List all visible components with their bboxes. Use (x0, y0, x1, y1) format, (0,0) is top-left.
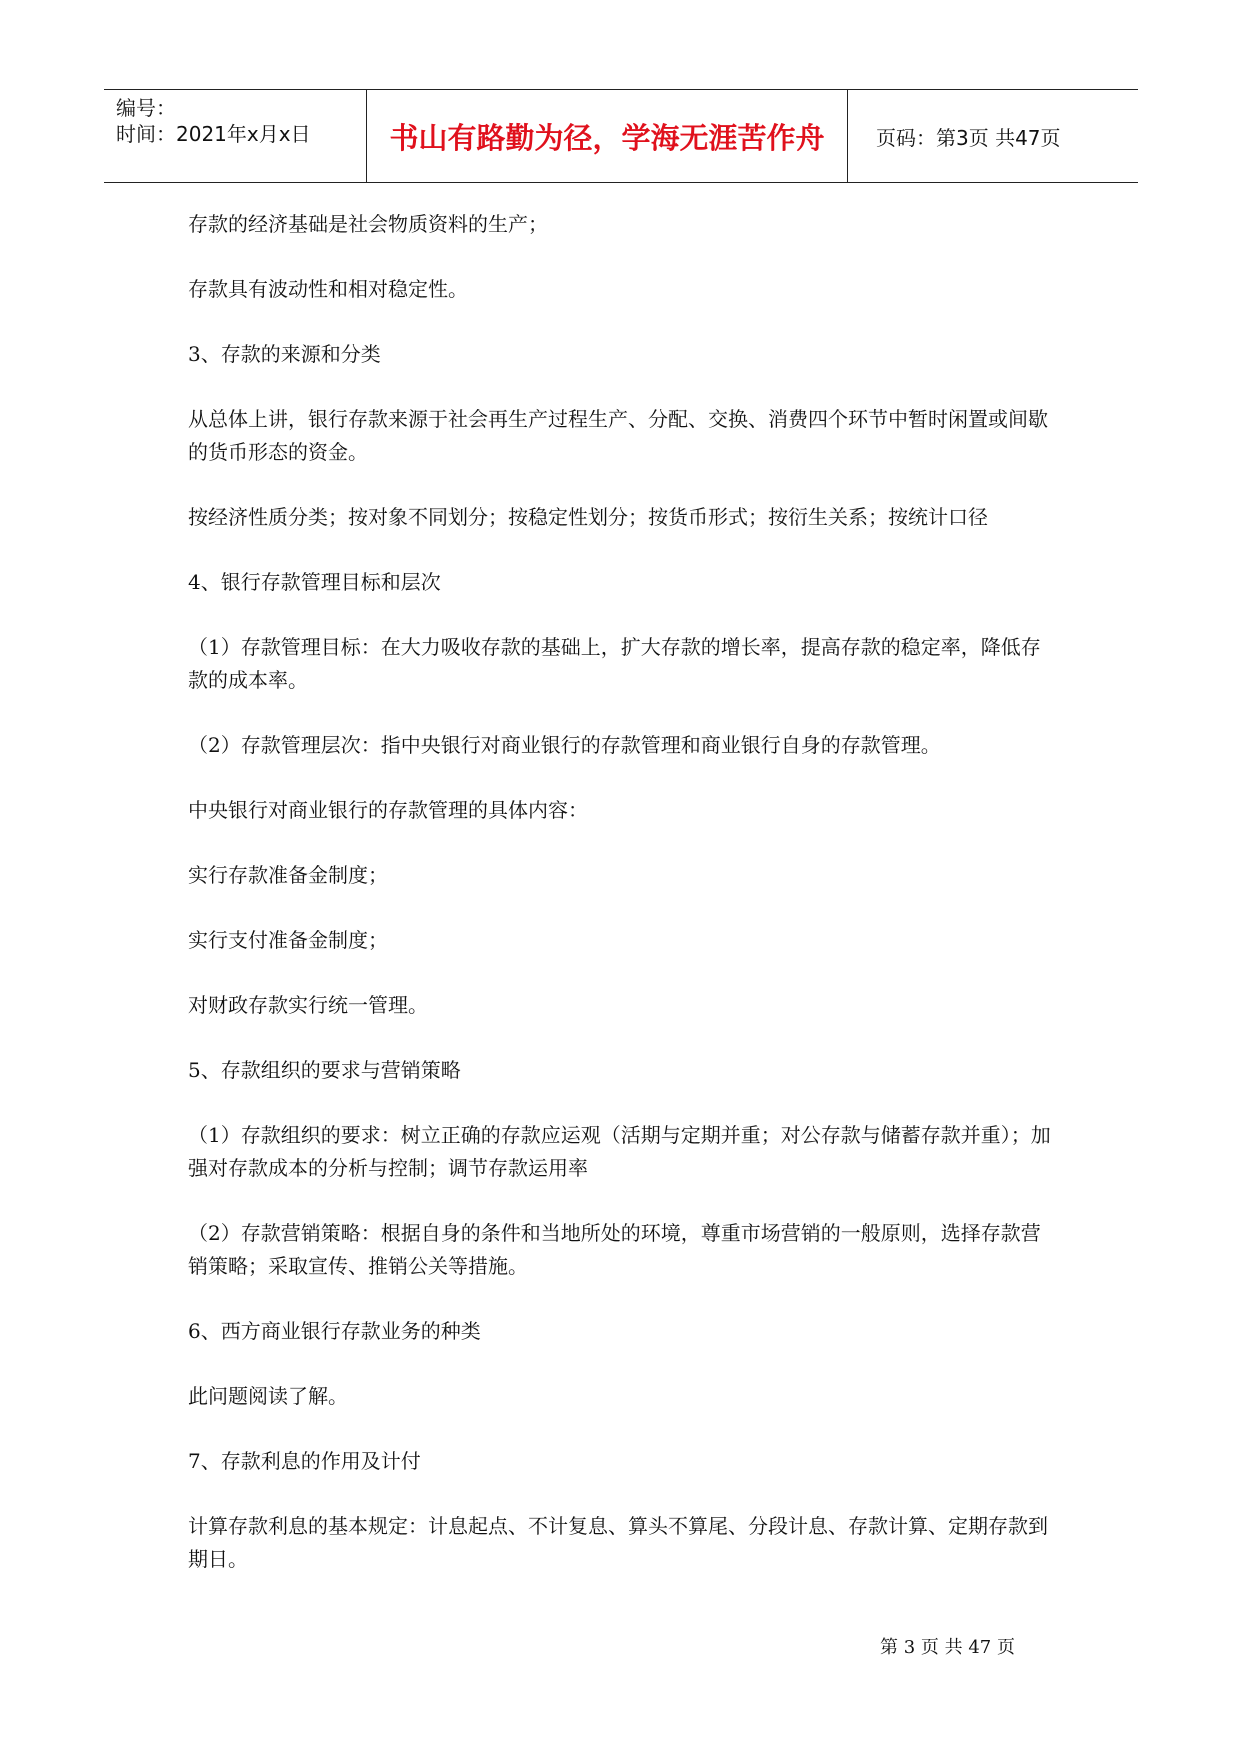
paragraph: 中央银行对商业银行的存款管理的具体内容： (188, 798, 588, 822)
page-footer: 第 3 页 共 47 页 (880, 1637, 1015, 1658)
document-header (104, 89, 1138, 183)
paragraph: 计算存款利息的基本规定：计息起点、不计复息、算头不算尾、分段计息、存款计算、定期存款到期日。 (188, 1514, 1048, 1571)
document-body (188, 208, 1058, 1608)
paragraph: 存款的经济基础是社会物质资料的生产； (188, 212, 548, 236)
header-page-label: 页码：第3页 共47页 (876, 125, 1061, 150)
paragraph: 按经济性质分类；按对象不同划分；按稳定性划分；按货币形式；按衍生关系；按统计口径 (188, 505, 988, 529)
section-heading: 6、西方商业银行存款业务的种类 (188, 1319, 481, 1343)
paragraph: 实行存款准备金制度； (188, 863, 388, 887)
header-motto: 书山有路勤为径，学海无涯苦作舟 (367, 90, 848, 182)
section-heading: 3、存款的来源和分类 (188, 342, 381, 366)
paragraph: （1）存款管理目标：在大力吸收存款的基础上，扩大存款的增长率，提高存款的稳定率，降低存款的成本率。 (188, 635, 1041, 692)
section-heading: 4、银行存款管理目标和层次 (188, 570, 441, 594)
number-label: 编号： (116, 96, 176, 120)
paragraph: （2）存款营销策略：根据自身的条件和当地所处的环境，尊重市场营销的一般原则，选择存款营销策略；采取宣传、推销公关等措施。 (188, 1221, 1041, 1278)
paragraph: （2）存款管理层次：指中央银行对商业银行的存款管理和商业银行自身的存款管理。 (188, 733, 941, 757)
section-heading: 7、存款利息的作用及计付 (188, 1449, 421, 1473)
time-label: 时间：2021年x月x日 (116, 122, 311, 146)
paragraph: 实行支付准备金制度； (188, 928, 388, 952)
section-heading: 5、存款组织的要求与营销策略 (188, 1058, 461, 1082)
paragraph: 存款具有波动性和相对稳定性。 (188, 277, 468, 301)
paragraph: 对财政存款实行统一管理。 (188, 993, 428, 1017)
paragraph: 此问题阅读了解。 (188, 1384, 348, 1408)
paragraph: （1）存款组织的要求：树立正确的存款应运观（活期与定期并重；对公存款与储蓄存款并重）；加强对存款成本的分析与控制；调节存款运用率 (188, 1123, 1051, 1180)
paragraph: 从总体上讲，银行存款来源于社会再生产过程生产、分配、交换、消费四个环节中暂时闲置或间歇的货币形态的资金。 (188, 407, 1048, 464)
header-meta-cell (104, 90, 367, 182)
